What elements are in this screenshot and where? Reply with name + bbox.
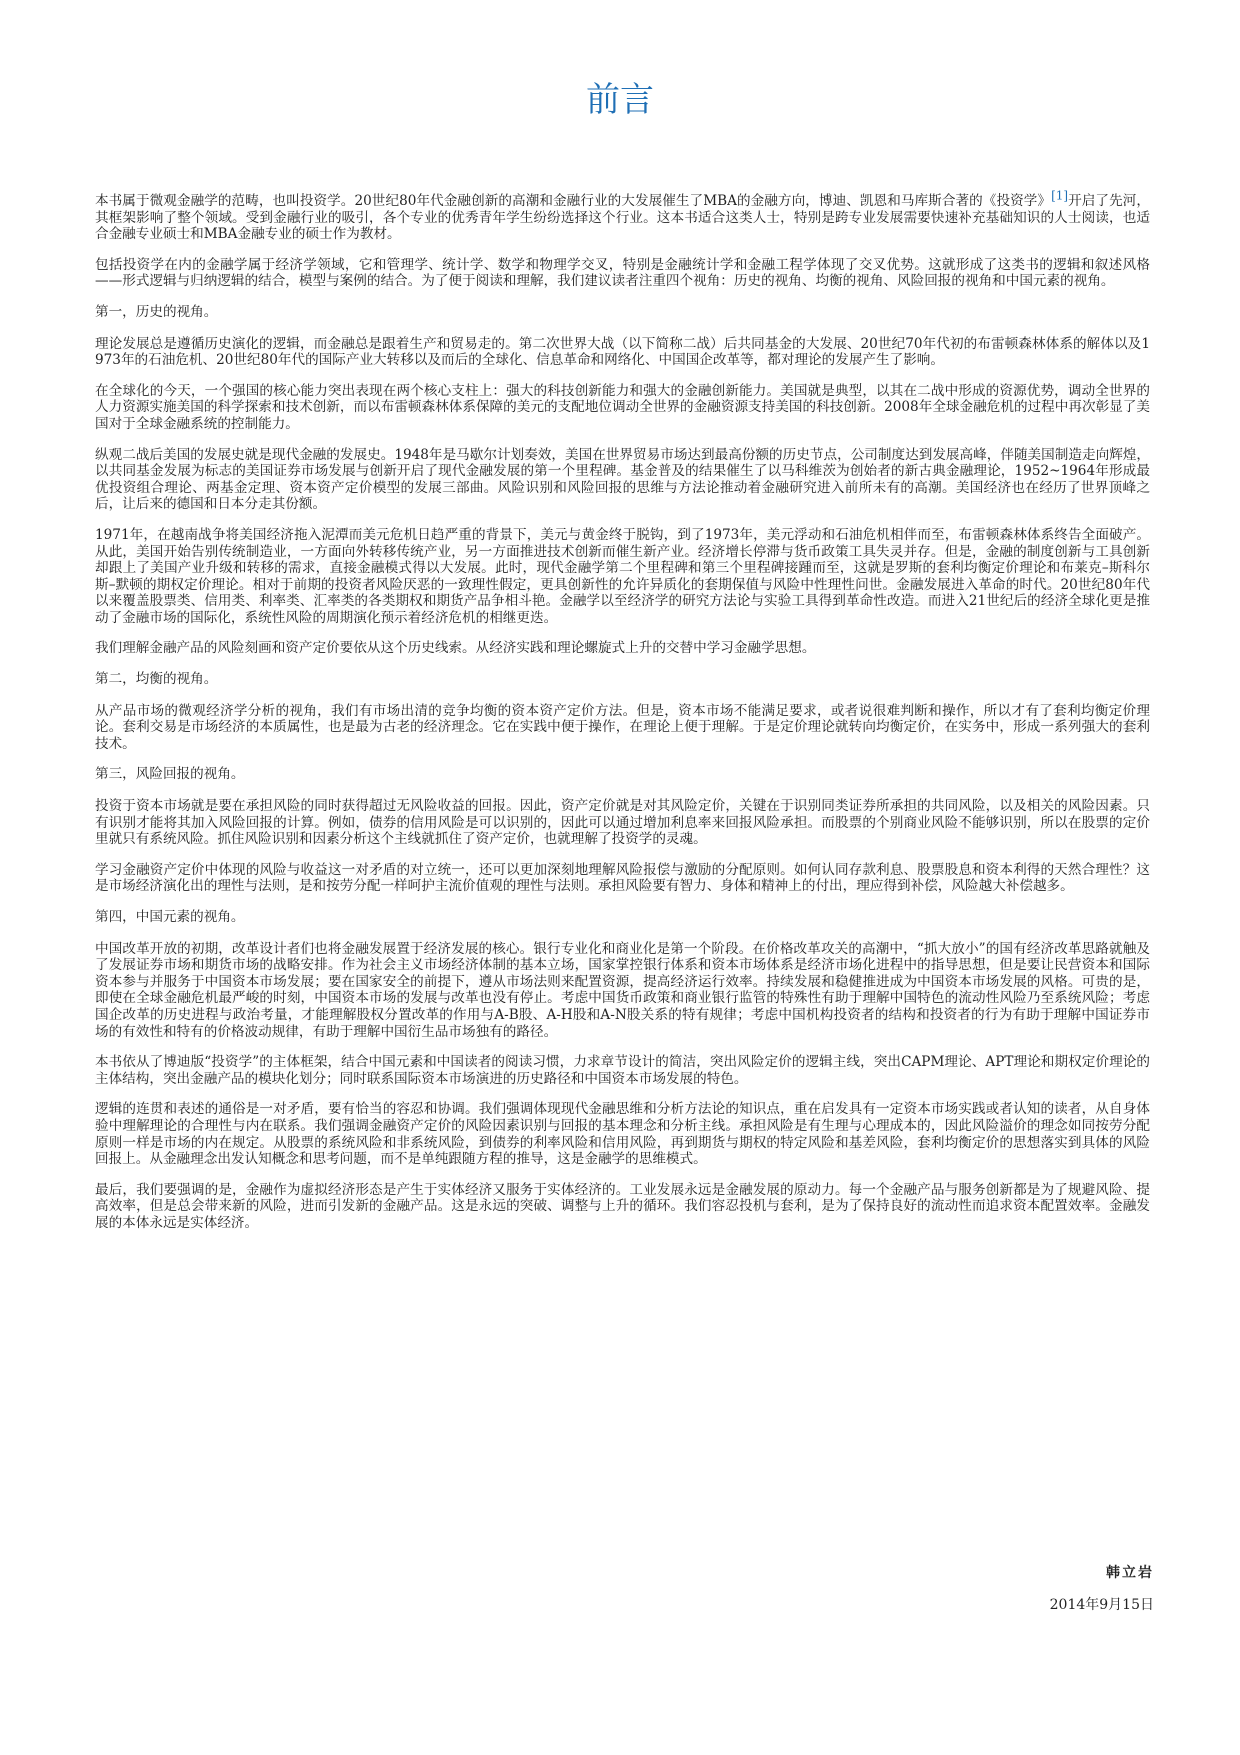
paragraph-8: 从产品市场的微观经济学分析的视角，我们有市场出清的竞争均衡的资本资产定价方法。但是，资本市场不能满足要求，或者说很难判断和操作，所以才有了套利均衡定价理论。套利交易是市场经济的本质属性，也是最为古老的经济理念。它在实践中便于操作，在理论上便于理解。于是定价理论就转向均衡定价，在实务中，形成一系列强大的套利技术。: [95, 702, 1150, 752]
paragraph-12: 本书依从了博迪版“投资学”的主体框架，结合中国元素和中国读者的阅读习惯，力求章节设计的简洁，突出风险定价的逻辑主线，突出CAPM理论、APT理论和期权定价理论的主体结构，突出金融产品的模块化划分；同时联系国际资本市场演进的历史路径和中国资本市场发展的特色。: [95, 1054, 1150, 1087]
paragraph-10: 学习金融资产定价中体现的风险与收益这一对矛盾的对立统一，还可以更加深刻地理解风险报偿与激励的分配原则。如何认同存款利息、股票股息和资本利得的天然合理性？这是市场经济演化出的理性与法则，是和按劳分配一样呵护主流价值观的理性与法则。承担风险要有智力、身体和精神上的付出，理应得到补偿，风险越大补偿越多。: [95, 861, 1150, 895]
paragraph-6: 1971年，在越南战争将美国经济拖入泥潭而美元危机日趋严重的背景下，美元与黄金终于脱钩，到了1973年，美元浮动和石油危机相伴而至，布雷顿森林体系终告全面破产。从此，美国开始告别传统制造业，一方面向外转移传统产业，另一方面推进技术创新而催生新产业。经济增长停滞与货币政策工具失灵并存。但是，金融的制度创新与工具创新却跟上了美国产业升级和转移的需求，直接金融模式得以大发展。此时，现代金融学第二个里程碑和第三个里程碑接踵而至，这就是罗斯的套利均衡定价理论和布莱克–斯科尔斯–默顿的期权定价理论。相对于前期的投资者风险厌恶的一致理性假定，更具创新性的允许异质化的套期保值与风险中性理性问世。金融发展进入革命的时代。20世纪80年代以来覆盖股票类、信用类、利率类、汇率类的各类期权和期货产品争相斗艳。金融学以至经济学的研究方法论与实验工具得到革命性改造。而进入21世纪后的经济全球化更是推动了金融市场的国际化，系统性风险的周期演化预示着经济危机的相继更迭。: [95, 526, 1150, 626]
paragraph-3: 理论发展总是遵循历史演化的逻辑，而金融总是跟着生产和贸易走的。第二次世界大战（以下简称二战）后共同基金的大发展、20世纪70年代初的布雷顿森林体系的解体以及1973年的石油危机、20世纪80年代的国际产业大转移以及而后的全球化、信息革命和网络化、中国国企改革等，都对理论的发展产生了影响。: [95, 335, 1150, 369]
paragraph-2: 包括投资学在内的金融学属于经济学领域，它和管理学、统计学、数学和物理学交叉，特别是金融统计学和金融工程学体现了交叉优势。这就形成了这类书的逻辑和叙述风格——形式逻辑与归纳逻辑的结合，模型与案例的结合。为了便于阅读和理解，我们建议读者注重四个视角：历史的视角、均衡的视角、风险回报的视角和中国元素的视角。: [95, 256, 1150, 290]
section-heading-risk-return: 第三，风险回报的视角。: [95, 766, 245, 783]
paragraph-14: 最后，我们要强调的是，金融作为虚拟经济形态是产生于实体经济又服务于实体经济的。工业发展永远是金融发展的原动力。每一个金融产品与服务创新都是为了规避风险、提高效率，但是总会带来新的风险，进而引发新的金融产品。这是永远的突破、调整与上升的循环。我们容忍投机与套利，是为了保持良好的流动性而追求资本配置效率。金融发展的本体永远是实体经济。: [95, 1181, 1150, 1231]
paragraph-1: [95, 188, 1150, 243]
paragraph-1-text-b: 开启了先河，其框架影响了整个领域。受到金融行业的吸引，各个专业的优秀青年学生纷纷选择这个行业。这本书适合这类人士，特别是跨专业发展需要快速补充基础知识的人士阅读，也适合金融专业硕士和MBA金融专业的硕士作为教材。: [95, 193, 1150, 243]
signature-date: 2014年9月15日: [1049, 1597, 1154, 1613]
footnote-link[interactable]: [1]: [1051, 188, 1069, 203]
author-signature: 韩立岩: [1106, 1565, 1154, 1581]
section-heading-history: 第一，历史的视角。: [95, 303, 218, 320]
paragraph-7: 我们理解金融产品的风险刻画和资产定价要依从这个历史线索。从经济实践和理论螺旋式上升的交替中学习金融学思想。: [95, 640, 816, 657]
page-title: 前言: [586, 80, 654, 120]
paragraph-5: 纵观二战后美国的发展史就是现代金融的发展史。1948年是马歇尔计划奏效，美国在世界贸易市场达到最高份额的历史节点，公司制度达到发展高峰，伴随美国制造走向辉煌，以共同基金发展为标志的美国证券市场发展与创新开启了现代金融发展的第一个里程碑。基金普及的结果催生了以马科维茨为创始者的新古典金融理论，1952~1964年形成最优投资组合理论、两基金定理、资本资产定价模型的发展三部曲。风险识别和风险回报的思维与方法论推动着金融研究进入前所未有的高潮。美国经济也在经历了世界顶峰之后，让后来的德国和日本分走其份额。: [95, 446, 1150, 513]
paragraph-1-text-a: 本书属于微观金融学的范畴，也叫投资学。20世纪80年代金融创新的高潮和金融行业的大发展催生了MBA的金融方向，博迪、凯恩和马库斯合著的《投资学》: [95, 193, 1052, 209]
paragraph-9: 投资于资本市场就是要在承担风险的同时获得超过无风险收益的回报。因此，资产定价就是对其风险定价，关键在于识别同类证券所承担的共同风险，以及相关的风险因素。只有识别才能将其加入风险回报的计算。例如，债券的信用风险是可以识别的，因此可以通过增加利息率来回报风险承担。而股票的个别商业风险不能够识别，所以在股票的定价里就只有系统风险。抓住风险识别和因素分析这个主线就抓住了资产定价，也就理解了投资学的灵魂。: [95, 798, 1150, 848]
section-heading-equilibrium: 第二，均衡的视角。: [95, 671, 218, 688]
paragraph-13: 逻辑的连贯和表述的通俗是一对矛盾，要有恰当的容忍和协调。我们强调体现现代金融思维和分析方法论的知识点，重在启发具有一定资本市场实践或者认知的读者，从自身体验中理解理论的合理性与内在联系。我们强调金融资产定价的风险因素识别与回报的基本理念和分析主线。承担风险是有生理与心理成本的，因此风险溢价的理念如同按劳分配原则一样是市场的内在规定。从股票的系统风险和非系统风险，到债券的利率风险和信用风险，再到期货与期权的特定风险和基差风险，套利均衡定价的思想落实到具体的风险回报上。从金融理念出发认知概念和思考问题，而不是单纯跟随方程的推导，这是金融学的思维模式。: [95, 1101, 1150, 1168]
paragraph-11: 中国改革开放的初期，改革设计者们也将金融发展置于经济发展的核心。银行专业化和商业化是第一个阶段。在价格改革攻关的高潮中，“抓大放小”的国有经济改革思路就触及了发展证券市场和期货市场的战略安排。作为社会主义市场经济体制的基本立场，国家掌控银行体系和资本市场体系是经济市场化进程中的指导思想，但是要让民营资本和国际资本参与并服务于中国资本市场发展；要在国家安全的前提下，遵从市场法则来配置资源，提高经济运行效率。持续发展和稳健推进成为中国资本市场发展的风格。可贵的是，即使在全球金融危机最严峻的时刻，中国资本市场的发展与改革也没有停止。考虑中国货币政策和商业银行监管的特殊性有助于理解中国特色的流动性风险乃至系统风险；考虑国企改革的历史进程与政治考量，才能理解股权分置改革的作用与A-B股、A-H股和A-N股关系的特有规律；考虑中国机构投资者的结构和投资者的行为有助于理解中国证券市场的有效性和特有的价格波动规律，有助于理解中国衍生品市场独有的路径。: [95, 940, 1150, 1040]
paragraph-4: 在全球化的今天，一个强国的核心能力突出表现在两个核心支柱上：强大的科技创新能力和强大的金融创新能力。美国就是典型，以其在二战中形成的资源优势，调动全世界的人力资源实施美国的科学探索和技术创新，而以布雷顿森林体系保障的美元的支配地位调动全世界的金融资源支持美国的科技创新。2008年全球金融危机的过程中再次彰显了美国对于全球金融系统的控制能力。: [95, 382, 1150, 432]
section-heading-china: 第四，中国元素的视角。: [95, 909, 245, 925]
preface-body: [95, 188, 1150, 1246]
